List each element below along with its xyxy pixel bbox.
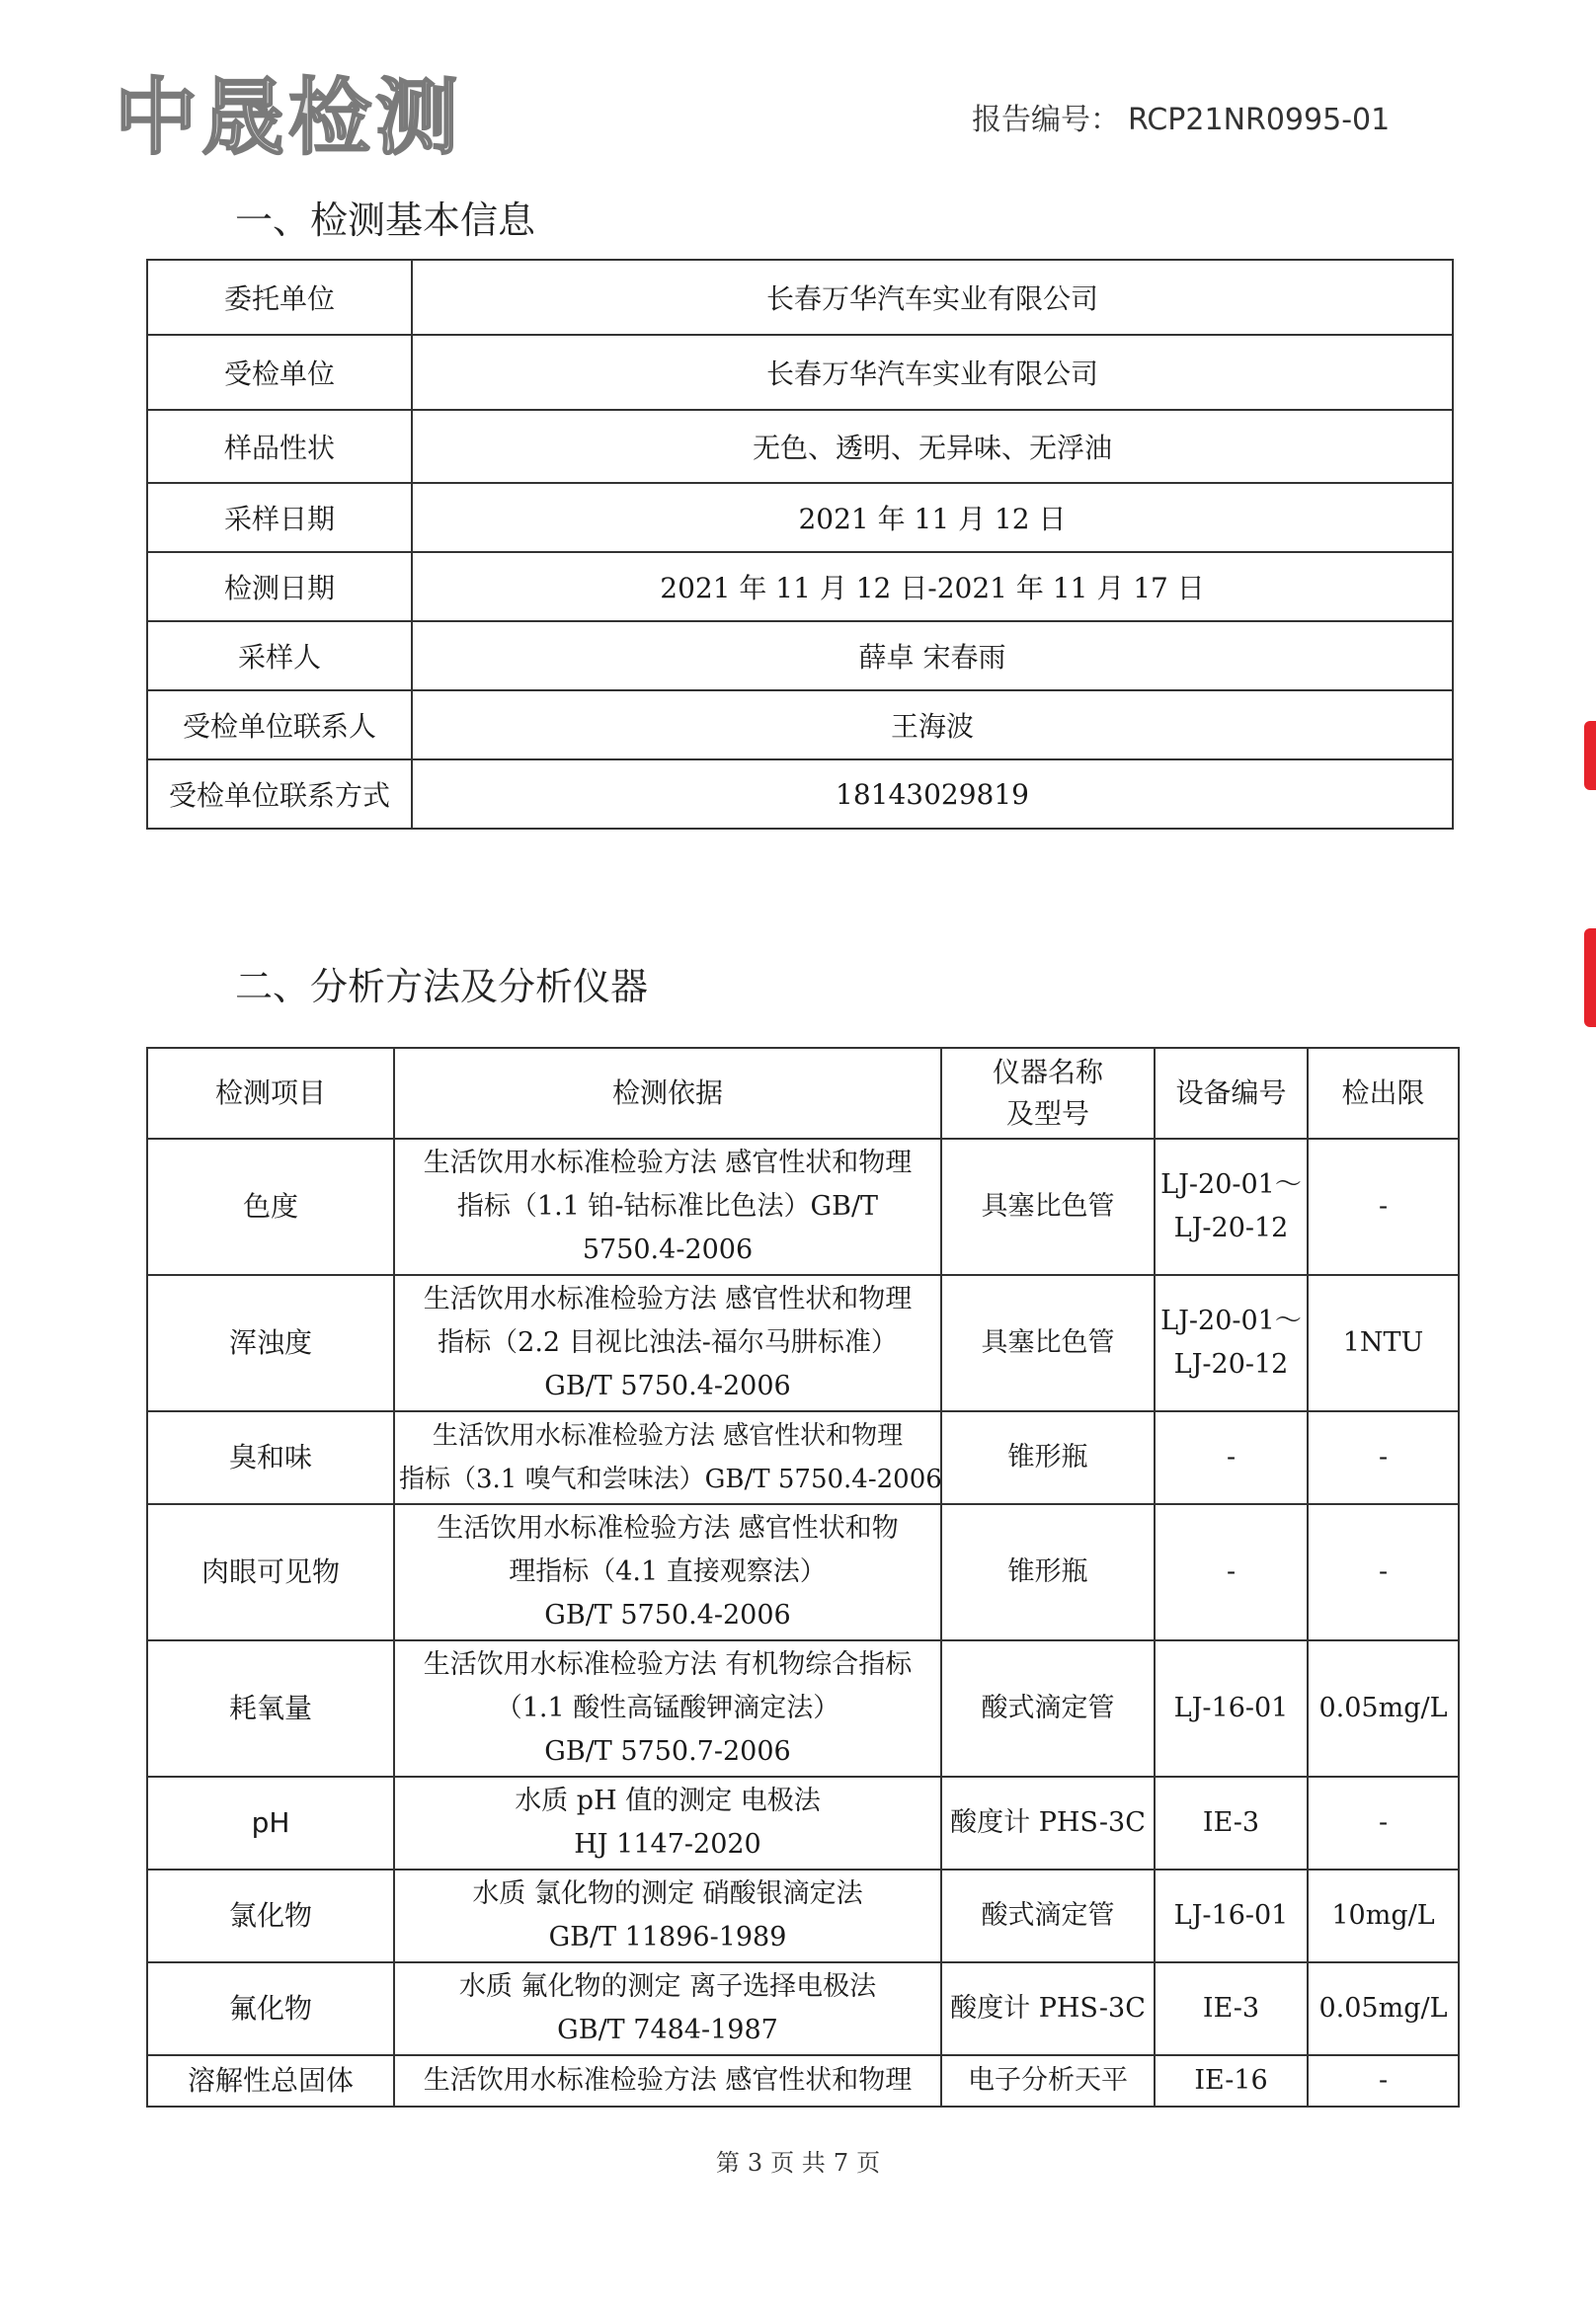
row-basis [394,1777,941,1870]
row-item: 色度 [147,1139,394,1275]
company-logo: 中晟检测 [115,69,463,166]
row-device [1155,1139,1308,1275]
basis-line: 水质 氟化物的测定 离子选择电极法 [458,1971,877,2002]
page-footer [0,2143,1596,2178]
info-value: 王海波 [412,690,1453,759]
report-number-value: RCP21NR0995-01 [1128,103,1391,137]
row-basis [394,1139,941,1275]
info-row [147,759,1453,829]
device-line: LJ-20-12 [1173,1349,1289,1380]
row-instrument: 酸度计 PHS-3C [941,1962,1155,2055]
info-row [147,410,1453,483]
row-limit: - [1308,1504,1459,1640]
footer-total-pages: 7 [833,2149,849,2177]
row-instrument: 具塞比色管 [941,1139,1155,1275]
table-row [147,1777,1459,1870]
section2-title: 二、分析方法及分析仪器 [235,965,649,1008]
basis-line: 指标（2.2 目视比浊法-福尔马肼标准） [438,1327,898,1358]
header-item: 检测项目 [147,1048,394,1139]
row-instrument: 具塞比色管 [941,1275,1155,1411]
row-basis [394,1640,941,1777]
row-device: IE-3 [1155,1962,1308,2055]
table-row [147,2055,1459,2107]
info-label: 检测日期 [147,552,412,621]
basis-line: 生活饮用水标准检验方法 感官性状和物理 [423,1284,913,1314]
row-limit: - [1308,1411,1459,1504]
basis-line: 生活饮用水标准检验方法 有机物综合指标 [423,1649,913,1680]
table-row [147,1275,1459,1411]
row-item: 臭和味 [147,1411,394,1504]
row-device: IE-16 [1155,2055,1308,2107]
table-row [147,1504,1459,1640]
row-item: 浑浊度 [147,1275,394,1411]
basic-info-table [146,259,1454,830]
basis-line: 指标（1.1 铂-钴标准比色法）GB/T [456,1191,879,1222]
row-basis [394,1504,941,1640]
info-label: 样品性状 [147,410,412,483]
row-item: 耗氧量 [147,1640,394,1777]
report-number [972,95,1390,138]
row-device: - [1155,1411,1308,1504]
row-item: 氟化物 [147,1962,394,2055]
table-row [147,1411,1459,1504]
info-label: 受检单位联系人 [147,690,412,759]
row-instrument: 电子分析天平 [941,2055,1155,2107]
row-limit: - [1308,2055,1459,2107]
row-item: pH [147,1777,394,1870]
basis-line: 水质 pH 值的测定 电极法 [515,1786,821,1816]
device-line: LJ-20-12 [1173,1213,1289,1243]
basis-line: 5750.4-2006 [582,1234,754,1265]
footer-current-page: 3 [747,2149,763,2177]
row-basis [394,1411,941,1504]
red-stamp-fragment-icon [1584,928,1596,1027]
basis-line: GB/T 5750.7-2006 [544,1736,791,1767]
info-value: 无色、透明、无异味、无浮油 [412,410,1453,483]
info-value: 长春万华汽车实业有限公司 [412,260,1453,335]
row-limit: - [1308,1139,1459,1275]
table-header-row [147,1048,1459,1139]
row-limit: 0.05mg/L [1308,1640,1459,1777]
row-basis [394,2055,941,2107]
row-instrument: 锥形瓶 [941,1504,1155,1640]
info-value: 2021 年 11 月 12 日-2021 年 11 月 17 日 [412,552,1453,621]
info-value: 18143029819 [412,759,1453,829]
method-instrument-table [146,1047,1460,2108]
row-limit: 1NTU [1308,1275,1459,1411]
row-instrument: 酸式滴定管 [941,1870,1155,1962]
info-row [147,552,1453,621]
basis-line: GB/T 5750.4-2006 [544,1371,791,1401]
info-value: 薛卓 宋春雨 [412,621,1453,690]
info-label: 采样人 [147,621,412,690]
row-device [1155,1275,1308,1411]
basis-line: 生活饮用水标准检验方法 感官性状和物 [437,1513,899,1544]
basis-line: （1.1 酸性高锰酸钾滴定法） [495,1693,840,1723]
header-limit: 检出限 [1308,1048,1459,1139]
red-stamp-fragment-icon [1584,721,1596,790]
info-row [147,690,1453,759]
header-instrument-line1: 仪器名称 [992,1056,1103,1088]
info-value: 长春万华汽车实业有限公司 [412,335,1453,410]
footer-prefix: 第 [715,2149,740,2177]
basis-line: 水质 氯化物的测定 硝酸银滴定法 [472,1878,863,1909]
row-device: IE-3 [1155,1777,1308,1870]
row-instrument: 酸式滴定管 [941,1640,1155,1777]
header-instrument [941,1048,1155,1139]
basis-line: 生活饮用水标准检验方法 感官性状和物理 [423,2065,913,2096]
row-limit: 0.05mg/L [1308,1962,1459,2055]
basis-line: 理指标（4.1 直接观察法） [509,1556,827,1587]
info-row [147,260,1453,335]
info-label: 委托单位 [147,260,412,335]
info-row [147,621,1453,690]
basis-line: 生活饮用水标准检验方法 感官性状和物理 [423,1148,913,1178]
info-label: 受检单位 [147,335,412,410]
row-device: LJ-16-01 [1155,1870,1308,1962]
header-instrument-line2: 及型号 [1005,1097,1089,1130]
row-item: 溶解性总固体 [147,2055,394,2107]
basis-line: 生活饮用水标准检验方法 感官性状和物理 [432,1421,904,1451]
info-label: 受检单位联系方式 [147,759,412,829]
info-row [147,335,1453,410]
header-device-no: 设备编号 [1155,1048,1308,1139]
basis-line: GB/T 5750.4-2006 [544,1600,791,1631]
table-row [147,1640,1459,1777]
info-row [147,483,1453,552]
device-line: LJ-20-01～ [1160,1169,1302,1200]
report-number-label: 报告编号： [972,103,1120,137]
device-line: LJ-20-01～ [1160,1306,1302,1336]
basis-line: GB/T 7484-1987 [557,2015,778,2045]
row-limit: 10mg/L [1308,1870,1459,1962]
row-instrument: 酸度计 PHS-3C [941,1777,1155,1870]
info-value: 2021 年 11 月 12 日 [412,483,1453,552]
section1-title: 一、检测基本信息 [235,199,536,242]
table-row [147,1870,1459,1962]
row-basis [394,1275,941,1411]
row-device: - [1155,1504,1308,1640]
row-instrument: 锥形瓶 [941,1411,1155,1504]
table-row [147,1139,1459,1275]
basis-line: GB/T 11896-1989 [548,1922,787,1952]
header-basis: 检测依据 [394,1048,941,1139]
row-item: 氯化物 [147,1870,394,1962]
basis-line: 指标（3.1 嗅气和尝味法）GB/T 5750.4-2006 [399,1465,942,1494]
footer-suffix: 页 [856,2149,881,2177]
table-row [147,1962,1459,2055]
row-item: 肉眼可见物 [147,1504,394,1640]
basis-line: HJ 1147-2020 [574,1829,761,1860]
row-limit: - [1308,1777,1459,1870]
row-basis [394,1870,941,1962]
row-device: LJ-16-01 [1155,1640,1308,1777]
footer-mid: 页 共 [770,2149,826,2177]
row-basis [394,1962,941,2055]
info-label: 采样日期 [147,483,412,552]
